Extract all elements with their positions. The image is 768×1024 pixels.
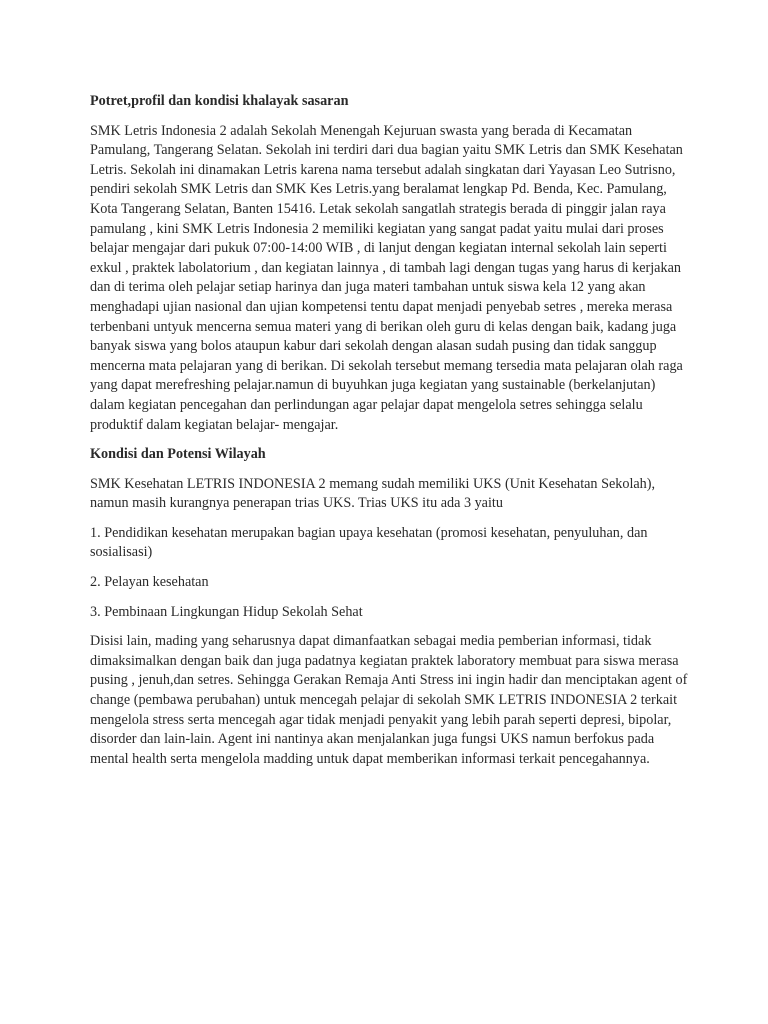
section2-heading: Kondisi dan Potensi Wilayah	[90, 446, 266, 463]
list-item-2: 2. Pelayan kesehatan	[90, 574, 209, 591]
document-page	[90, 92, 690, 779]
section2-intro: SMK Kesehatan LETRIS INDONESIA 2 memang sudah memiliki UKS (Unit Kesehatan Sekolah), namun masih kurangnya penerapan trias UKS. Trias UKS itu ada 3 yaitu	[90, 475, 656, 512]
section1-paragraph: SMK Letris Indonesia 2 adalah Sekolah Menengah Kejuruan swasta yang berada di Kecamatan Pamulang, Tangerang Selatan. Sekolah ini terdiri dari dua bagian yaitu SMK Letris dan SMK Kesehatan Letris. Sekolah ini dinamakan Letris karena nama tersebut adalah singkatan dari Yayasan Leo Sutrisno, pendiri sekolah SMK Letris dan SMK Kes Letris.yang beralamat lengkap Pd. Benda, Kec. Pamulang, Kota Tangerang Selatan, Banten 15416. Letak sekolah sangatlah strategis berada di pinggir jalan raya pamulang , kini SMK Letris Indonesia 2 memiliki kegiatan yang sangat padat yaitu mulai dari proses belajar mengajar dari pukuk 07:00-14:00 WIB , di lanjut dengan kegiatan internal sekolah lain seperti exkul , praktek labolatorium , dan kegiatan lainnya , di tambah lagi dengan tugas yang harus di kerjakan dan di terima oleh pelajar setiap harinya dan juga materi tambahan untuk siswa kela 12 yang akan menghadapi ujian nasional dan ujian kompetensi tentu dapat menjadi penyebab setres , mereka merasa terbenbani untyuk mencerna semua materi yang di berikan oleh guru di kelas dengan baik, kadang juga banyak siswa yang bolos ataupun kabur dari sekolah dengan alasan sudah pusing dan tidak sanggup mencerna mata pelajaran yang di berikan. Di sekolah tersebut memang tersedia mata pelajaran olah raga yang dapat merefreshing pelajar.namun di buyuhkan juga kegiatan yang sustainable (berkelanjutan) dalam kegiatan pencegahan dan perlindungan agar pelajar dapat mengelola setres sehingga selalu produktif dalam kegiatan belajar- mengajar.	[90, 122, 683, 433]
section1-heading: Potret,profil dan kondisi khalayak sasaran	[90, 93, 349, 109]
list-item-1: 1. Pendidikan kesehatan merupakan bagian upaya kesehatan (promosi kesehatan, penyuluhan, dan sosialisasi)	[90, 524, 648, 561]
list-item-3: 3. Pembinaan Lingkungan Hidup Sekolah Sehat	[90, 603, 363, 620]
section2-closing: Disisi lain, mading yang seharusnya dapat dimanfaatkan sebagai media pemberian informasi, tidak dimaksimalkan dengan baik dan juga padatnya kegiatan praktek laboratory membuat para siswa merasa pusing , jenuh,dan setres. Sehingga Gerakan Remaja Anti Stress ini ingin hadir dan menciptakan agent of change (pembawa perubahan) untuk mencegah pelajar di sekolah SMK LETRIS INDONESIA 2 terkait mengelola stress serta mencegah agar tidak menjadi penyakit yang lebih parah seperti depresi, bipolar, disorder dan lain-lain. Agent ini nantinya akan menjalankan juga fungsi UKS namun berfokus pada mental health serta mengelola madding untuk dapat memberikan informasi terkait pencegahannya.	[90, 633, 688, 767]
